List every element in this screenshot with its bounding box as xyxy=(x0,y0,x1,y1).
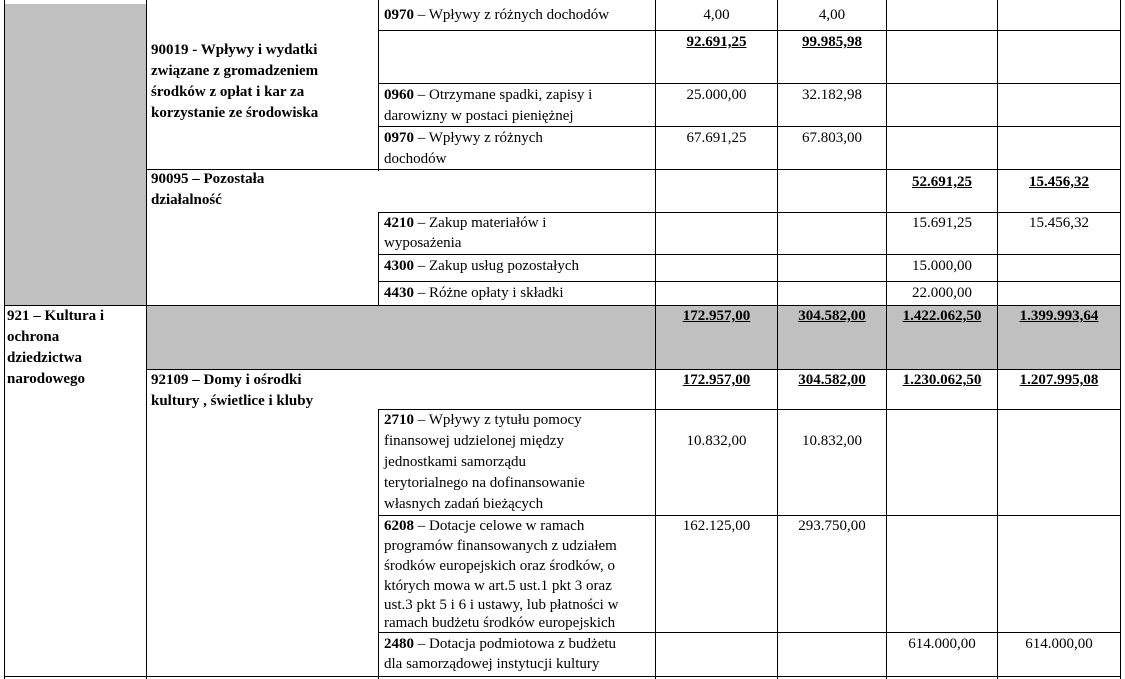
row-4430-description xyxy=(384,283,564,304)
desc-line: jednostkami samorządu xyxy=(384,454,527,470)
grid-line xyxy=(997,0,998,679)
row-4300-description xyxy=(384,256,579,277)
grid-line xyxy=(378,0,379,171)
desc-line: ramach budżetu środków europejskich xyxy=(384,615,616,631)
income-plan-value: 67.691,25 xyxy=(686,130,747,146)
grid-line xyxy=(4,0,5,679)
heading-line: 921 – Kultura i xyxy=(7,308,105,324)
left-column-shading xyxy=(4,4,146,305)
desc-line: wyposażenia xyxy=(384,235,462,251)
heading-line: 90095 – Pozostała xyxy=(151,171,265,187)
heading-line: działalność xyxy=(151,192,222,208)
desc-line: własnych zadań bieżących xyxy=(384,496,544,512)
income-plan-total: 172.957,00 xyxy=(682,372,751,388)
row-code: 4210 xyxy=(384,215,414,231)
row-code: 4300 xyxy=(384,258,414,274)
desc-line: darowizny w postaci pieniężnej xyxy=(384,108,574,124)
row-code: 2480 xyxy=(384,636,414,652)
row-desc: – Zakup usług pozostałych xyxy=(414,258,579,274)
grid-line xyxy=(4,676,1121,677)
income-plan-value: 25.000,00 xyxy=(686,87,747,103)
row-0970-description xyxy=(384,5,609,26)
income-exec-value: 4,00 xyxy=(818,7,846,23)
row-code: 0960 xyxy=(384,87,414,103)
grid-line xyxy=(1120,0,1121,679)
income-plan-value: 4,00 xyxy=(703,7,730,23)
heading-line: dziedzictwa xyxy=(7,350,82,366)
income-plan-total: 172.957,00 xyxy=(682,308,751,324)
heading-line: środków z opłat i kar za xyxy=(151,84,305,100)
income-exec-value: 67.803,00 xyxy=(802,130,862,146)
expense-plan-value: 22.000,00 xyxy=(912,285,972,301)
expense-plan-value: 614.000,00 xyxy=(908,636,976,652)
grid-line xyxy=(146,169,1121,170)
grid-line xyxy=(378,409,379,679)
desc-line: ust.3 pkt 5 i 6 i ustawy, lub płatności w xyxy=(384,597,619,613)
income-plan-total: 92.691,25 xyxy=(686,34,747,50)
income-plan-value: 10.832,00 xyxy=(686,433,747,449)
expense-plan-total: 1.422.062,50 xyxy=(902,308,982,324)
grid-line xyxy=(378,83,1121,84)
desc-line xyxy=(384,85,592,106)
grid-line xyxy=(378,212,379,305)
row-desc: – Wpływy z różnych xyxy=(414,130,543,146)
grid-line xyxy=(146,0,147,679)
income-exec-total: 304.582,00 xyxy=(798,372,866,388)
grid-line xyxy=(378,281,1121,282)
desc-line: których mowa w art.5 ust.1 pkt 3 oraz xyxy=(384,578,612,594)
income-exec-value: 293.750,00 xyxy=(798,518,866,534)
row-desc: – Różne opłaty i składki xyxy=(414,285,564,301)
desc-line: dochodów xyxy=(384,151,447,167)
heading-line: narodowego xyxy=(7,371,86,387)
row-desc: – Dotacja podmiotowa z budżetu xyxy=(414,636,617,652)
row-code: 2710 xyxy=(384,412,414,428)
grid-line xyxy=(886,0,887,679)
row-desc: – Otrzymane spadki, zapisy i xyxy=(414,87,593,103)
expense-exec-total: 1.207.995,08 xyxy=(1019,372,1099,388)
row-code: 4430 xyxy=(384,285,414,301)
income-exec-value: 32.182,98 xyxy=(802,87,862,103)
desc-line: dla samorządowej instytucji kultury xyxy=(384,656,600,672)
expense-plan-total: 52.691,25 xyxy=(912,174,972,190)
desc-line: finansowej udzielonej między xyxy=(384,433,564,449)
row-code: 0970 xyxy=(384,130,414,146)
grid-line xyxy=(378,254,1121,255)
expense-exec-total: 15.456,32 xyxy=(1029,174,1089,190)
row-desc: – Wpływy z różnych dochodów xyxy=(414,7,610,23)
expense-plan-value: 15.000,00 xyxy=(912,258,972,274)
desc-line: środków europejskich oraz środków, o xyxy=(384,558,616,574)
row-desc: – Zakup materiałów i xyxy=(414,215,547,231)
expense-exec-total: 1.399.993,64 xyxy=(1019,308,1099,324)
heading-line: 90019 - Wpływy i wydatki xyxy=(151,42,318,58)
desc-line: programów finansowanych z udziałem xyxy=(384,538,617,554)
expense-exec-value: 15.456,32 xyxy=(1029,215,1089,231)
income-exec-total: 304.582,00 xyxy=(798,308,866,324)
desc-line xyxy=(384,213,546,234)
row-desc: – Wpływy z tytułu pomocy xyxy=(414,412,582,428)
grid-line xyxy=(378,30,1121,31)
desc-line xyxy=(384,516,584,537)
expense-plan-total: 1.230.062,50 xyxy=(902,372,982,388)
heading-line: korzystanie ze środowiska xyxy=(151,105,319,121)
expense-plan-value: 15.691,25 xyxy=(912,215,972,231)
income-exec-total: 99.985,98 xyxy=(802,34,862,50)
income-exec-value: 10.832,00 xyxy=(802,433,862,449)
expense-exec-value: 614.000,00 xyxy=(1025,636,1093,652)
row-code: 0970 xyxy=(384,7,414,23)
desc-line xyxy=(384,128,543,149)
heading-line: kultury , świetlice i kluby xyxy=(151,393,314,409)
heading-line: związane z gromadzeniem xyxy=(151,63,319,79)
heading-line: 92109 – Domy i ośrodki xyxy=(151,372,302,388)
desc-line: terytorialnego na dofinansowanie xyxy=(384,475,585,491)
income-plan-value: 162.125,00 xyxy=(682,518,751,534)
heading-line: ochrona xyxy=(7,329,60,345)
desc-line xyxy=(384,634,616,655)
row-code: 6208 xyxy=(384,518,414,534)
desc-line xyxy=(384,410,582,431)
row-desc: – Dotacje celowe w ramach xyxy=(414,518,585,534)
